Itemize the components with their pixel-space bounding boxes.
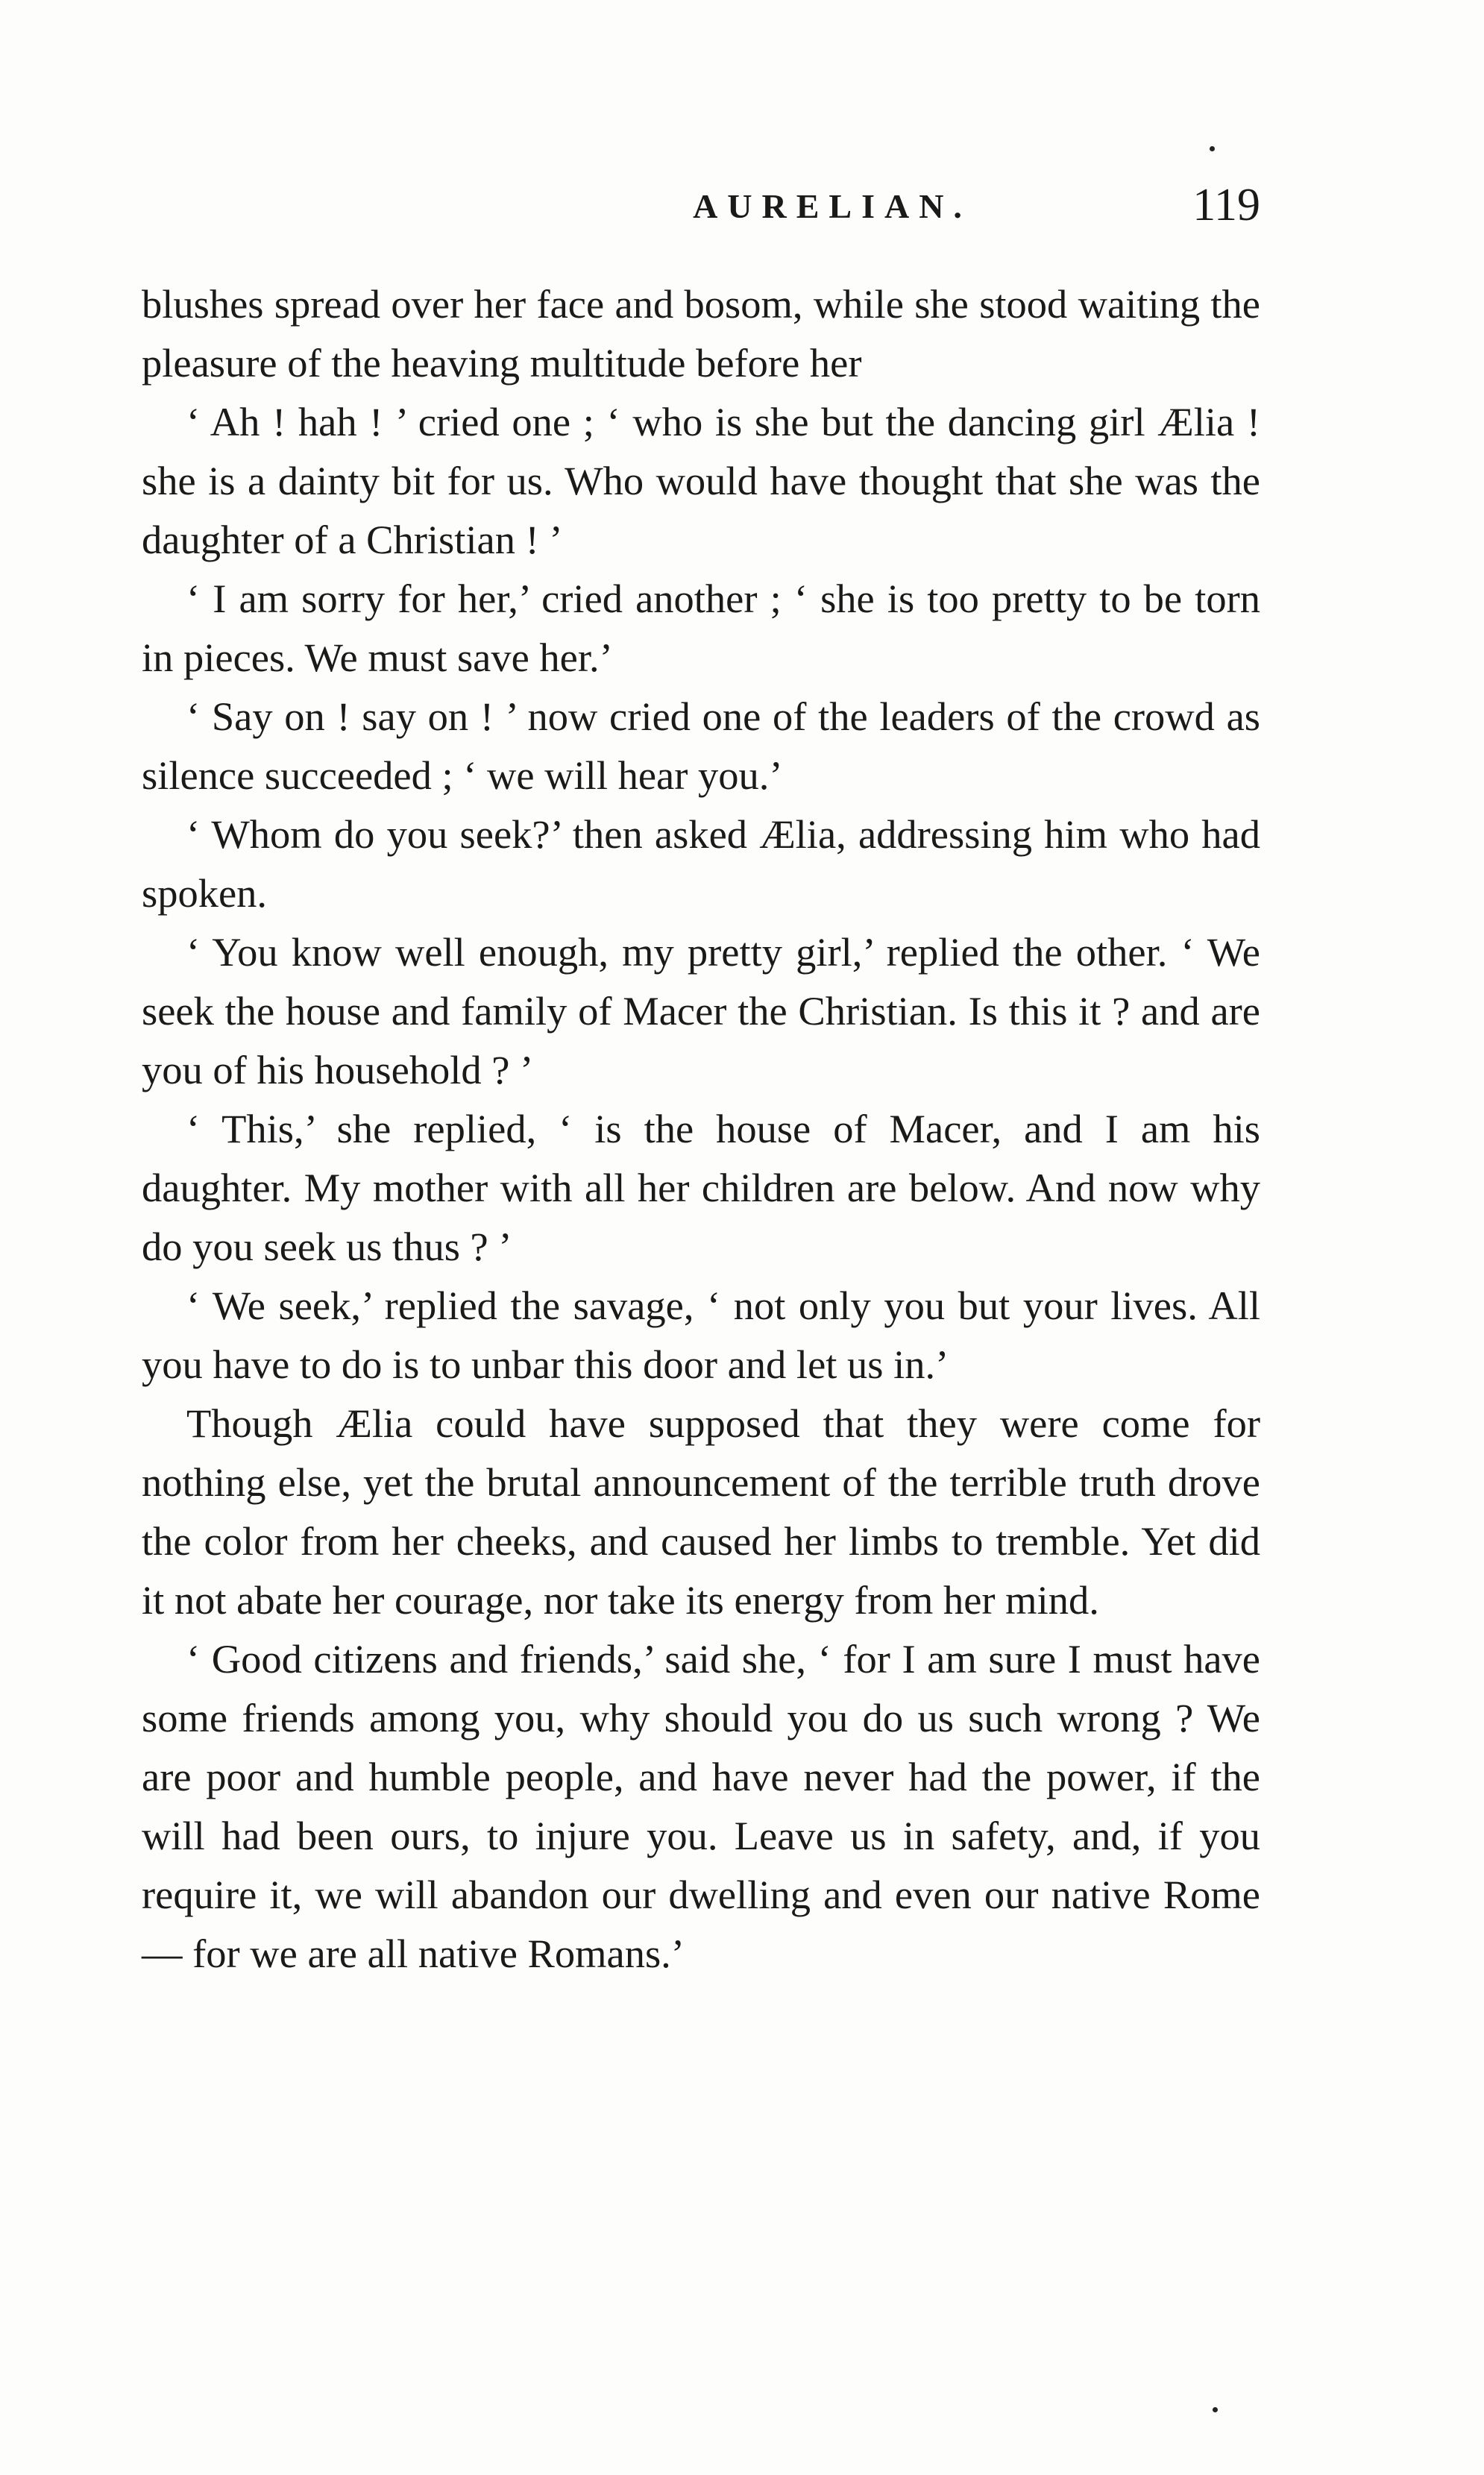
paragraph: ‘ Whom do you seek?’ then asked Ælia, addressing him who had spoken. <box>142 811 1260 916</box>
paragraph: ‘ Say on ! say on ! ’ now cried one of the leaders of the crowd as silence succeeded ; ‘ we will hear you.’ <box>142 694 1260 798</box>
running-title: AURELIAN. <box>693 187 972 225</box>
paragraph: ‘ This,’ she replied, ‘ is the house of Macer, and I am his daughter. My mother with all her children are below. And now why do you seek us thus ? ’ <box>142 1106 1260 1269</box>
paragraph: blushes spread over her face and bosom, while she stood waiting the pleasure of the heaving multitude before her <box>142 281 1260 386</box>
paragraph: Though Ælia could have supposed that they were come for nothing else, yet the brutal announcement of the terrible truth drove the color from her cheeks, and caused her limbs to tremble. Yet did it not abate her courage, nor take its energy from her mind. <box>142 1400 1260 1623</box>
page-number: 119 <box>1192 180 1260 230</box>
paragraph: ‘ We seek,’ replied the savage, ‘ not only you but your lives. All you have to do is to unbar this door and let us in.’ <box>142 1283 1260 1387</box>
paragraph: ‘ I am sorry for her,’ cried another ; ‘ she is too pretty to be torn in pieces. We must save her.’ <box>142 576 1260 680</box>
top-speck <box>1210 146 1215 151</box>
paragraph: ‘ Ah ! hah ! ’ cried one ; ‘ who is she but the dancing girl Ælia ! she is a dainty bit for us. Who would have thought that she was the daughter of a Christian ! ’ <box>142 399 1260 562</box>
paragraph: ‘ You know well enough, my pretty girl,’ replied the other. ‘ We seek the house and family of Macer the Christian. Is this it ? and are you of his household ? ’ <box>142 929 1260 1092</box>
body-text <box>142 274 1260 1983</box>
paragraph: ‘ Good citizens and friends,’ said she, ‘ for I am sure I must have some friends among you, why should you do us such wrong ? We are poor and humble people, and have never had the power, if the will had been ours, to injure you. Leave us in safety, and, if you require it, we will abandon our dwelling and even our native Rome — for we are all native Romans.’ <box>142 1636 1260 1976</box>
bottom-speck <box>1213 2407 1218 2412</box>
